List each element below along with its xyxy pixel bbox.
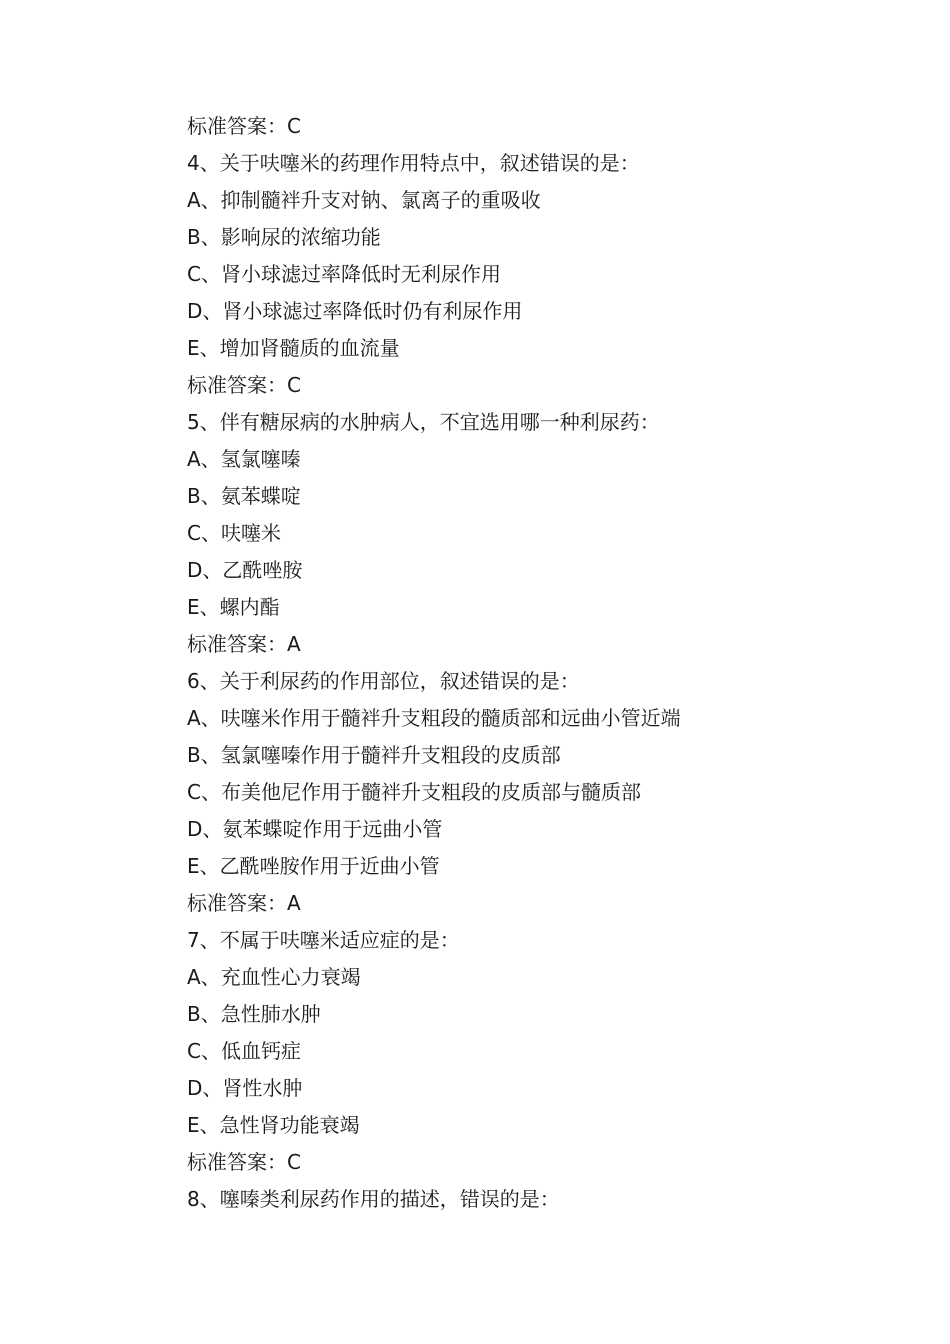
question-4: 4、关于呋噻米的药理作用特点中，叙述错误的是： — [187, 151, 640, 175]
question-8: 8、噻嗪类利尿药作用的描述，错误的是： — [187, 1187, 560, 1211]
option-b: B、氢氯噻嗪作用于髓袢升支粗段的皮质部 — [187, 743, 561, 767]
option-c: C、肾小球滤过率降低时无利尿作用 — [187, 262, 501, 286]
option-b: B、急性肺水肿 — [187, 1002, 321, 1026]
option-e: E、乙酰唑胺作用于近曲小管 — [187, 854, 440, 878]
option-b: B、氨苯蝶啶 — [187, 484, 301, 508]
option-a: A、呋噻米作用于髓袢升支粗段的髓质部和远曲小管近端 — [187, 706, 681, 730]
option-c: C、布美他尼作用于髓袢升支粗段的皮质部与髓质部 — [187, 780, 641, 804]
answer-line: 标准答案：A — [187, 632, 301, 656]
option-b: B、影响尿的浓缩功能 — [187, 225, 381, 249]
option-a: A、抑制髓袢升支对钠、氯离子的重吸收 — [187, 188, 541, 212]
answer-line: 标准答案：C — [187, 114, 301, 138]
option-e: E、螺内酯 — [187, 595, 280, 619]
answer-line: 标准答案：C — [187, 1150, 301, 1174]
option-d: D、肾性水肿 — [187, 1076, 303, 1100]
option-d: D、乙酰唑胺 — [187, 558, 303, 582]
answer-line: 标准答案：C — [187, 373, 301, 397]
option-c: C、低血钙症 — [187, 1039, 301, 1063]
question-5: 5、伴有糖尿病的水肿病人，不宜选用哪一种利尿药： — [187, 410, 660, 434]
option-e: E、急性肾功能衰竭 — [187, 1113, 360, 1137]
question-list — [187, 108, 907, 1218]
question-7: 7、不属于呋噻米适应症的是： — [187, 928, 460, 952]
question-6: 6、关于利尿药的作用部位，叙述错误的是： — [187, 669, 580, 693]
option-e: E、增加肾髓质的血流量 — [187, 336, 400, 360]
option-a: A、氢氯噻嗪 — [187, 447, 301, 471]
option-c: C、呋噻米 — [187, 521, 281, 545]
option-d: D、肾小球滤过率降低时仍有利尿作用 — [187, 299, 523, 323]
answer-line: 标准答案：A — [187, 891, 301, 915]
option-a: A、充血性心力衰竭 — [187, 965, 361, 989]
option-d: D、氨苯蝶啶作用于远曲小管 — [187, 817, 443, 841]
